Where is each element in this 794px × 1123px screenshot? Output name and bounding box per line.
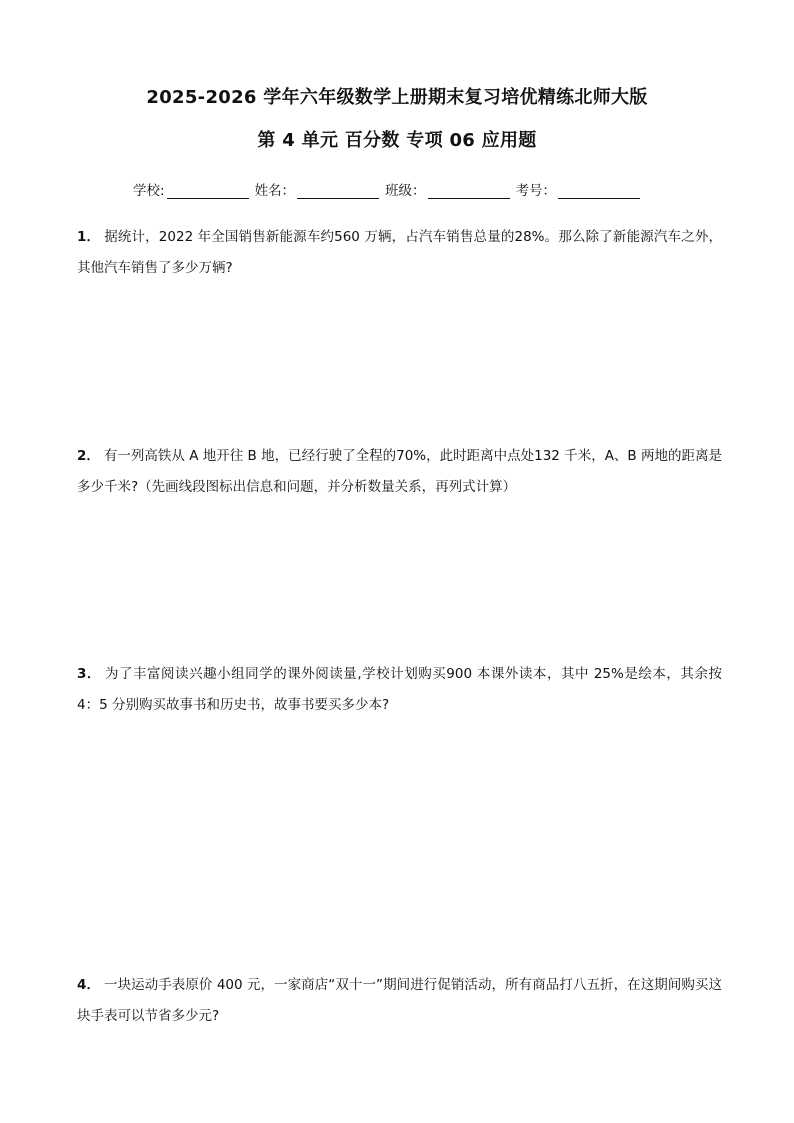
school-blank	[167, 182, 249, 199]
exam-number-label: 考号：	[515, 183, 557, 199]
class-blank	[428, 182, 510, 199]
question-text: 为了丰富阅读兴趣小组同学的课外阅读量,学校计划购买900 本课外读本，其中 25%是绘本，其余按 4：5 分别购买故事书和历史书，故事书要买多少本?	[77, 666, 722, 713]
student-info-row	[133, 180, 646, 202]
worksheet-title: 2025-2026 学年六年级数学上册期末复习培优精练北师大版	[146, 87, 648, 108]
question-number: 4．	[77, 977, 101, 993]
question-text: 据统计，2022 年全国销售新能源车约560 万辆，占汽车销售总量的28%。那么除了新能源汽车之外，其他汽车销售了多少万辆?	[77, 229, 722, 276]
question-number: 1．	[77, 229, 101, 245]
worksheet-subtitle: 第 4 单元 百分数 专项 06 应用题	[257, 130, 537, 151]
school-label: 学校:	[133, 183, 165, 199]
class-label: 班级：	[385, 183, 426, 199]
name-blank	[297, 182, 379, 199]
question-3	[77, 659, 722, 720]
question-text: 一块运动手表原价 400 元，一家商店“双十一”期间进行促销活动，所有商品打八五折，在这期间购买这块手表可以节省多少元?	[77, 977, 722, 1024]
name-label: 姓名：	[254, 183, 296, 199]
exam-number-blank	[558, 182, 640, 199]
question-2	[77, 441, 722, 502]
question-1	[77, 222, 722, 283]
question-number: 2．	[77, 448, 100, 464]
question-number: 3．	[77, 666, 101, 682]
question-text: 有一列高铁从 A 地开往 B 地，已经行驶了全程的70%，此时距离中点处132 千米，A、B 两地的距离是多少千米?（先画线段图标出信息和问题，并分析数量关系，再列式计算）	[77, 448, 722, 495]
question-4	[77, 970, 722, 1031]
